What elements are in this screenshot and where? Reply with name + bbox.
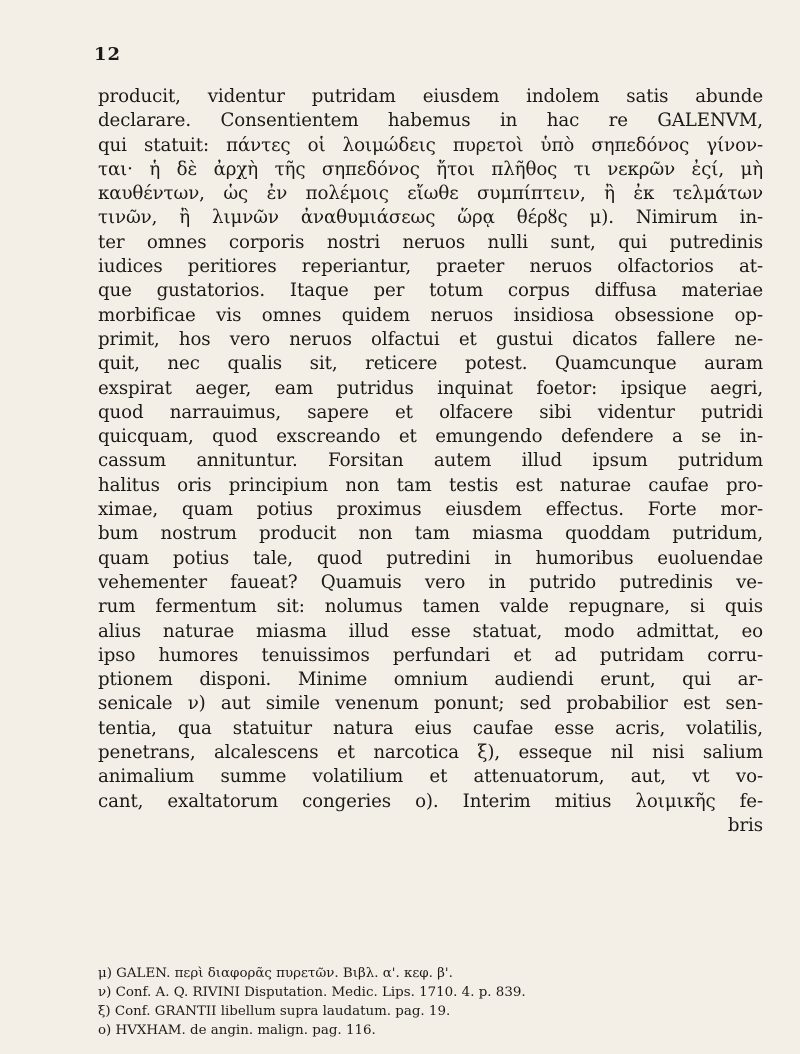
footnotes (98, 964, 763, 1040)
text-line: quicquam, quod exscreando et emungendo defendere a se in- (98, 426, 763, 448)
text-line: animalium summe volatilium et attenuatorum, aut, vt vo- (98, 766, 763, 788)
text-line: penetrans, alcalescens et narcotica ξ), esseque nil nisi salium (98, 742, 763, 764)
text-line: quod narrauimus, sapere et olfacere sibi videntur putridi (98, 401, 763, 423)
text-line: quam potius tale, quod putredini in humoribus euoluendae (98, 547, 763, 569)
text-line: cant, exaltatorum congeries ο). Interim mitius λοιμικῆς fe- (98, 790, 763, 812)
text-line: declarare. Consentientem habemus in hac re GALENVM, (98, 110, 763, 132)
footnote: ο) HVXHAM. de angin. malign. pag. 116. (98, 1023, 376, 1038)
catchword: bris (727, 814, 763, 836)
text-line: ipso humores tenuissimos perfundari et ad putridam corru- (98, 644, 763, 666)
text-line: ται· ἡ δὲ ἀρχὴ τῆς σηπεδόνος ἤτοι πλῆθος τι νεκρῶν ἐςί, μὴ (98, 158, 763, 180)
text-line: morbificae vis omnes quidem neruos insidiosa obsessione op- (98, 304, 763, 326)
text-line: cassum annituntur. Forsitan autem illud ipsum putridum (98, 450, 763, 472)
text-line: ptionem disponi. Minime omnium audiendi erunt, qui ar- (98, 669, 763, 691)
text-line: tentia, qua statuitur natura eius caufae esse acris, volatilis, (98, 717, 763, 739)
text-line: iudices peritiores reperiantur, praeter neruos olfactorios at- (98, 256, 763, 278)
text-line: exspirat aeger, eam putridus inquinat foetor: ipsique aegri, (98, 377, 763, 399)
footnote: ξ) Conf. GRANTII libellum supra laudatum. pag. 19. (98, 1004, 451, 1019)
page-number: 12 (94, 44, 122, 65)
text-line: ter omnes corporis nostri neruos nulli sunt, qui putredinis (98, 231, 763, 253)
text-line: senicale ν) aut simile venenum ponunt; sed probabilior est sen- (98, 693, 763, 715)
text-line: primit, hos vero neruos olfactui et gustui dicatos fallere ne- (98, 328, 763, 350)
text-line: que gustatorios. Itaque per totum corpus diffusa materiae (98, 280, 763, 302)
text-line: quit, nec qualis sit, reticere potest. Quamcunque auram (98, 353, 763, 375)
text-line: ximae, quam potius proximus eiusdem effectus. Forte mor- (98, 499, 763, 521)
text-line: vehementer faueat? Quamuis vero in putrido putredinis ve- (98, 571, 763, 593)
text-line: halitus oris principium non tam testis est naturae caufae pro- (98, 474, 763, 496)
text-line: rum fermentum sit: nolumus tamen valde repugnare, si quis (98, 596, 763, 618)
footnote: μ) GALEN. περὶ διαφορᾶς πυρετῶν. Βιβλ. α'. κεφ. β'. (98, 966, 453, 981)
body-text (98, 85, 763, 838)
text-line: καυθέντων, ὡς ἐν πολέμοις εἴωθε συμπίπτειν, ἢ ἐκ τελμάτων (98, 183, 763, 205)
footnote: ν) Conf. A. Q. RIVINI Disputation. Medic. Lips. 1710. 4. p. 839. (98, 985, 526, 1000)
text-line: bum nostrum producit non tam miasma quoddam putridum, (98, 523, 763, 545)
text-line: qui statuit: πάντες οἱ λοιμώδεις πυρετοὶ ὑπὸ σηπεδόνος γίνον- (98, 134, 763, 156)
text-line: alius naturae miasma illud esse statuat, modo admittat, eo (98, 620, 763, 642)
text-line: producit, videntur putridam eiusdem indolem satis abunde (98, 86, 763, 107)
text-line: τινῶν, ἢ λιμνῶν ἀναθυμιάσεως ὥρᾳ θέρȣς μ). Nimirum in- (98, 207, 763, 229)
